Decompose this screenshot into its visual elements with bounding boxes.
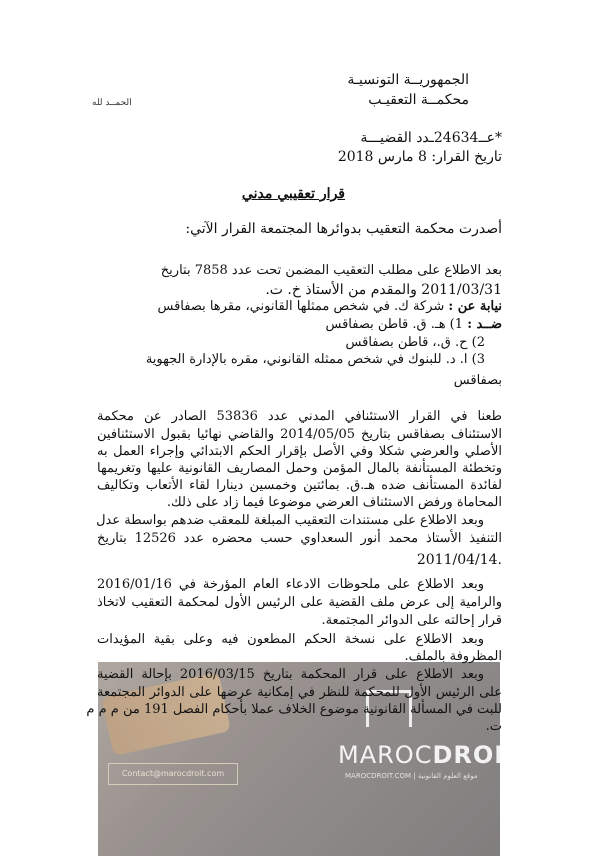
para-2-line-2: التنفيذ الأستاذ محمد أنور السعداوي حسب محضره عدد 12526 بتاريخ: [97, 531, 502, 546]
para-2-line-1: وبعد الاطلاع على مستندات التعقيب المبلغة للمعقب ضدهم بواسطة عدل: [96, 513, 484, 528]
behalf-line: [158, 298, 503, 316]
para-1-last: المحاماة ورفض الاستئناف العرضي موضوعا فيما زاد على ذلك.: [166, 495, 502, 510]
respondent-1: 1) هـ. ق. قاطن بصفاقس: [325, 317, 464, 332]
filing-line-2: 2011/03/31 والمقدم من الأستاذ خ. ت.: [265, 282, 502, 298]
filing-line-1: بعد الاطلاع على مطلب التعقيب المضمن تحت عدد 7858 بتاريخ: [160, 263, 502, 278]
para-4-line-1: وبعد الاطلاع على نسخة الحكم المطعون فيه وعلى بقية المؤيدات: [97, 632, 484, 647]
para-5-line-1: وبعد الاطلاع على قرار المحكمة بتاريخ 2016/03/15 بإحالة القضية: [97, 667, 484, 682]
respondent-2: 2) ح. ق.، قاطن بصفاقس: [345, 335, 485, 350]
para-1-line-4: وتخطئة المستأنفة بالمال المؤمن وحمل المصاريف القانونية عليها وتغريمها: [97, 461, 502, 476]
para-5-line-3: للبت في المسألة القانونية موضوع الخلاف عملا بأحكام الفصل 191 من م م م: [86, 702, 502, 717]
respondent-3-line-2: بصفاقس: [453, 373, 502, 388]
against-label: ضــد :: [467, 317, 502, 332]
intro-line: أصدرت محكمة التعقيب بدوائرها المجتمعة القرار الآتي:: [185, 221, 502, 237]
para-1-line-3: الأصلي والعرضي شكلا وفي الأصل بإقرار الحكم الابتدائي وإجراء العمل به: [97, 444, 502, 459]
para-5-last: ت.: [485, 719, 502, 734]
para-2-last: 2011/04/14.: [416, 552, 502, 568]
watermark-tagline: موقع العلوم القانونية | MAROCDROIT.COM: [345, 772, 478, 780]
watermark-email: Contact@marocdroit.com: [108, 763, 238, 785]
para-3-last: قرار إحالته على الدوائر المجتمعة.: [321, 613, 502, 628]
republic-name: الجمهوريــة التونسيـة: [347, 72, 469, 88]
para-3-line-2: والرامية إلى عرض ملف القضية على الرئيس الأول لمحكمة التعقيب لاتخاذ: [97, 595, 502, 610]
basmala: الحمــد لله: [92, 98, 132, 108]
para-1-line-1: طعنا في القرار الاستئنافي المدني عدد 53836 الصادر عن محكمة: [97, 409, 502, 424]
case-number: *عــ24634ـدد القضيـــة: [360, 130, 502, 146]
respondent-3-line-1: 3) ا. د. للبنوك في شخص ممثله القانوني، مقره بالإدارة الجهوية: [145, 352, 485, 367]
watermark-brand: MAROCDROIT: [338, 741, 522, 769]
para-4-last: المظروفة بالملف.: [404, 649, 502, 664]
decision-date: تاريخ القرار: 8 مارس 2018: [337, 149, 502, 165]
para-1-line-5: لفائدة المستأنف ضده هـ.ق. بمائتين وخمسين دينارا لقاء الأتعاب وتكاليف: [97, 478, 502, 493]
para-3-line-1: وبعد الاطلاع على ملحوظات الادعاء العام المؤرخة في 2016/01/16: [97, 577, 484, 592]
para-1-line-2: الاستئناف بصفاقس بتاريخ 2014/05/05 والقاضي نهائيا بقبول الاستئنافين: [97, 427, 503, 442]
respondent-1-line: [326, 316, 503, 334]
court-name: محكمــة التعقيـب: [368, 92, 469, 108]
para-5-line-2: على الرئيس الأول للمحكمة للنظر في إمكانية عرضها على الدوائر المجتمعة: [97, 685, 502, 700]
behalf-label: نيابة عن :: [448, 299, 502, 314]
page-title: قرار تعقيبي مدني: [241, 186, 345, 202]
behalf-text: شركة ك. في شخص ممثلها القانوني، مقرها بصفاقس: [157, 299, 445, 314]
